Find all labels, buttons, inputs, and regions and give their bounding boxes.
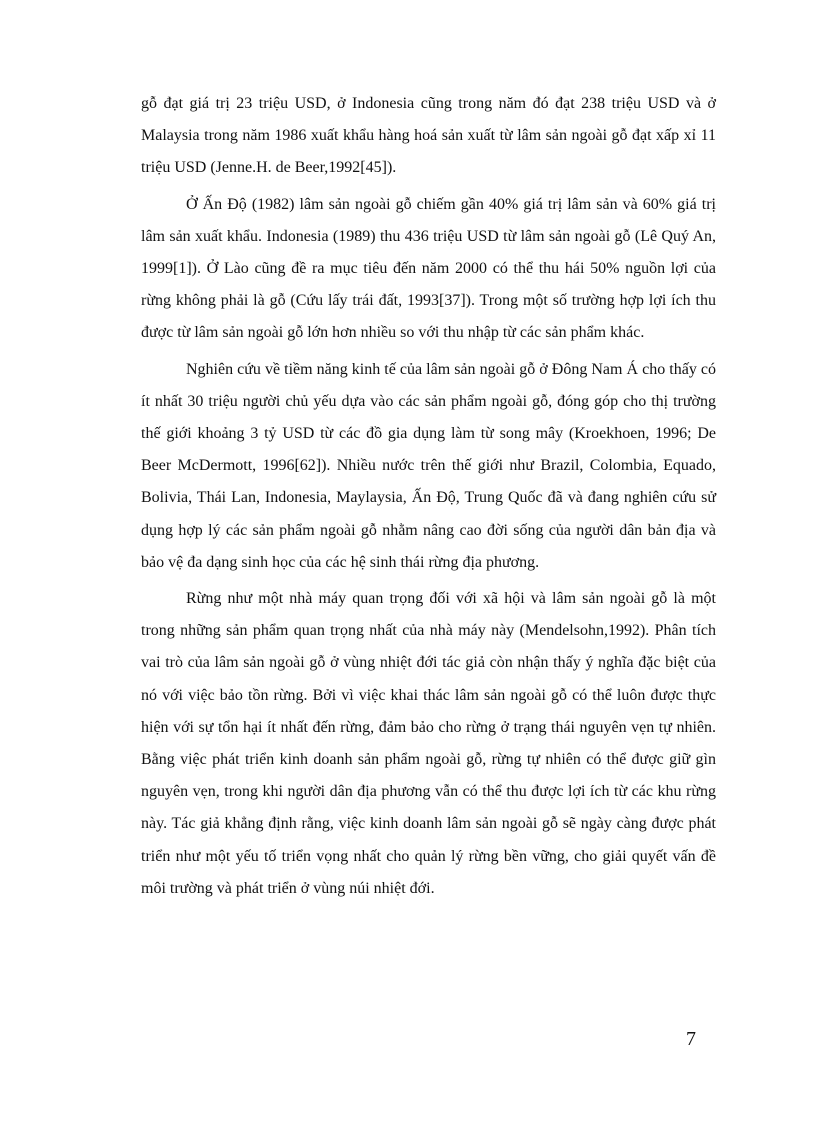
paragraph-2: Ở Ấn Độ (1982) lâm sản ngoài gỗ chiếm gần 40% giá trị lâm sản và 60% giá trị lâm sản xuất khẩu. Indonesia (1989) thu 436 triệu USD từ lâm sản ngoài gỗ (Lê Quý An, 1999[1]). Ở Lào cũng đề ra mục tiêu đến năm 2000 có thể thu hái 50% nguồn lợi của rừng không phải là gỗ (Cứu lấy trái đất, 1993[37]). Trong một số trường hợp lợi ích thu được từ lâm sản ngoài gỗ lớn hơn nhiều so với thu nhập từ các sản phẩm khác. [141,195,716,342]
paragraph-4: Rừng như một nhà máy quan trọng đối với xã hội và lâm sản ngoài gỗ là một trong những sản phẩm quan trọng nhất của nhà máy này (Mendelsohn,1992). Phân tích vai trò của lâm sản ngoài gỗ ở vùng nhiệt đới tác giả còn nhận thấy ý nghĩa đặc biệt của nó với việc bảo tồn rừng. Bởi vì việc khai thác lâm sản ngoài gỗ có thể luôn được thực hiện với sự tổn hại ít nhất đến rừng, đảm bảo cho rừng ở trạng thái nguyên vẹn tự nhiên. Bằng việc phát triển kinh doanh sản phẩm ngoài gỗ, rừng tự nhiên có thể được giữ gìn nguyên vẹn, trong khi người dân địa phương vẫn có thể thu được lợi ích từ các khu rừng này. Tác giả khẳng định rằng, việc kinh doanh lâm sản ngoài gỗ sẽ ngày càng được phát triển như một yếu tố triển vọng nhất cho quản lý rừng bền vững, cho giải quyết vấn đề môi trường và phát triển ở vùng núi nhiệt đới. [141,590,716,897]
body-text [141,88,716,905]
paragraph-1: gỗ đạt giá trị 23 triệu USD, ở Indonesia cũng trong năm đó đạt 238 triệu USD và ở Malaysia trong năm 1986 xuất khẩu hàng hoá sản xuất từ lâm sản ngoài gỗ đạt xấp xỉ 11 triệu USD (Jenne.H. de Beer,1992[45]). [141,95,716,177]
page-number: 7 [686,1028,696,1050]
paragraph-3: Nghiên cứu về tiềm năng kinh tế của lâm sản ngoài gỗ ở Đông Nam Á cho thấy có ít nhất 30 triệu người chủ yếu dựa vào các sản phẩm ngoài gỗ, đóng góp cho thị trường thế giới khoảng 3 tỷ USD từ các đồ gia dụng làm từ song mây (Kroekhoen, 1996; De Beer McDermott, 1996[62]). Nhiều nước trên thế giới như Brazil, Colombia, Equado, Bolivia, Thái Lan, Indonesia, Maylaysia, Ấn Độ, Trung Quốc đã và đang nghiên cứu sử dụng hợp lý các sản phẩm ngoài gỗ nhằm nâng cao đời sống của người dân bản địa và bảo vệ đa dạng sinh học của các hệ sinh thái rừng địa phương. [141,360,716,571]
